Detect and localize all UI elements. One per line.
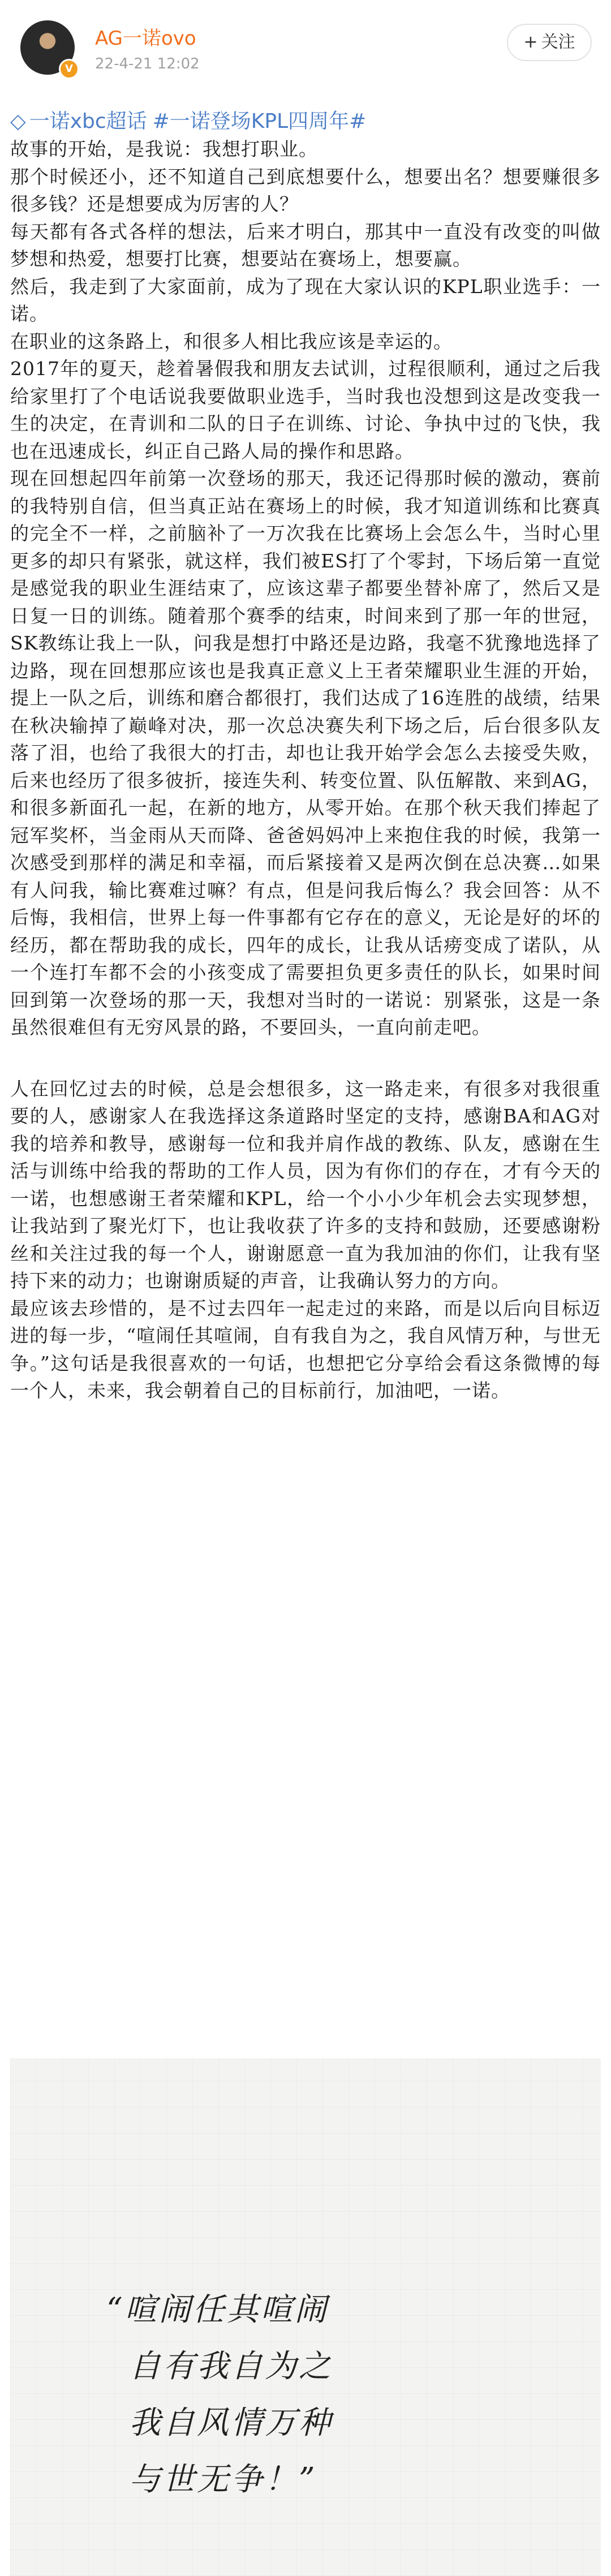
- topic-hashtag[interactable]: #一诺登场KPL四周年#: [152, 110, 367, 133]
- paragraph-gap: [10, 1042, 601, 1076]
- username[interactable]: AG一诺ovo: [95, 27, 196, 50]
- handwriting-line: 我自风情万种: [129, 2405, 333, 2441]
- handwriting-line: 自有我自为之: [129, 2348, 333, 2385]
- handwritten-note-image[interactable]: [10, 2058, 601, 2576]
- paragraph: 故事的开始，是我说：我想打职业。: [10, 138, 318, 160]
- follow-button[interactable]: [507, 24, 592, 61]
- handwriting-line: “喧闹任其喧闹: [106, 2291, 329, 2328]
- handwriting-line: 与世无争！”: [129, 2461, 317, 2498]
- paragraph: 2017年的夏天，趁着暑假我和朋友去试训，过程很顺利，通过之后我给家里打了个电话说我要做职业选手，当时我也没想到这是改变我一生的决定，在青训和二队的日子在训练、讨论、争执中过的飞快，我也在迅速成长，纠正自己路人局的操作和思路。: [10, 358, 601, 462]
- plus-icon: +: [523, 32, 538, 52]
- diamond-icon: ◇: [10, 110, 26, 133]
- paragraph: 在职业的这条路上，和很多人相比我应该是幸运的。: [10, 330, 453, 352]
- paragraph: 然后，我走到了大家面前，成为了现在大家认识的KPL职业选手：一诺。: [10, 275, 601, 325]
- topic-tags: [10, 105, 372, 134]
- verified-v-icon: V: [59, 59, 79, 79]
- paragraph: 现在回想起四年前第一次登场的那天，我还记得那时候的激动，赛前的我特别自信，但当真正站在赛场上的时候，我才知道训练和比赛真的完全不一样，之前脑补了一万次我在比赛场上会怎么牛，当时心里更多的却只有紧张，就这样，我们被ES打了个零封，下场后第一直觉是感觉我的职业生涯结束了，应该这辈子都要坐替补席了，然后又是日复一日的训练。随着那个赛季的结束，时间来到了那一年的世冠，SK教练让我上一队，问我是想打中路还是边路，我毫不犹豫地选择了边路，现在回想那应该也是我真正意义上王者荣耀职业生涯的开始，提上一队之后，训练和磨合都很打，我们达成了16连胜的战绩，结果在秋决输掉了巅峰对决，那一次总决赛失利下场之后，后台很多队友落了泪，也给了我很大的打击，却也让我开始学会怎么去接受失败，后来也经历了很多彼折，接连失利、转变位置、队伍解散、来到AG，和很多新面孔一起，在新的地方，从零开始。在那个秋天我们捧起了冠军奖杯，当金雨从天而降、爸爸妈妈冲上来抱住我的时候，我第一次感受到那样的满足和幸福，而后紧接着又是两次倒在总决赛…如果有人问我，输比赛难过嘛？有点，但是问我后悔么？我会回答：从不后悔，我相信，世界上每一件事都有它存在的意义，无论是好的坏的经历，都在帮助我的成长，四年的成长，让我从话痨变成了诺队，从一个连打车都不会的小孩变成了需要担负更多责任的队长，如果时间回到第一次登场的那一天，我想对当时的一诺说：别紧张，这是一条虽然很难但有无穷风景的路，不要回头，一直向前走吧。: [10, 467, 601, 1038]
- topic-supertopic[interactable]: 一诺xbc超话: [29, 110, 147, 133]
- follow-label: 关注: [541, 32, 575, 52]
- paragraph: 每天都有各式各样的想法，后来才明白，那其中一直没有改变的叫做梦想和热爱，想要打比赛，想要站在赛场上，想要赢。: [10, 220, 601, 270]
- post-timestamp: 22-4-21 12:02: [95, 55, 200, 72]
- paragraph: 人在回忆过去的时候，总是会想很多，这一路走来，有很多对我很重要的人，感谢家人在我选择这条道路时坚定的支持，感谢BA和AG对我的培养和教导，感谢每一位和我并肩作战的教练、队友，感谢在生活与训练中给我的帮助的工作人员，因为有你们的存在，才有今天的一诺，也想感谢王者荣耀和KPL，给一个小小少年机会去实现梦想，让我站到了聚光灯下，也让我收获了许多的支持和鼓励，还要感谢粉丝和关注过我的每一个人，谢谢愿意一直为我加油的你们，让我有坚持下来的动力；也谢谢质疑的声音，让我确认努力的方向。: [10, 1077, 601, 1292]
- post-body: [10, 136, 601, 1405]
- post-header: [0, 0, 611, 96]
- paragraph: 最应该去珍惜的，是不过去四年一起走过的来路，而是以后向目标迈进的每一步，“喧闹任其喧闹，自有我自为之，我自风情万种，与世无争。”这句话是我很喜欢的一句话，也想把它分享给会看这条微博的每一个人，未来，我会朝着自己的目标前行，加油吧，一诺。: [10, 1297, 601, 1401]
- paragraph: 那个时候还小，还不知道自己到底想要什么，想要出名？想要赚很多很多钱？还是想要成为厉害的人？: [10, 165, 601, 215]
